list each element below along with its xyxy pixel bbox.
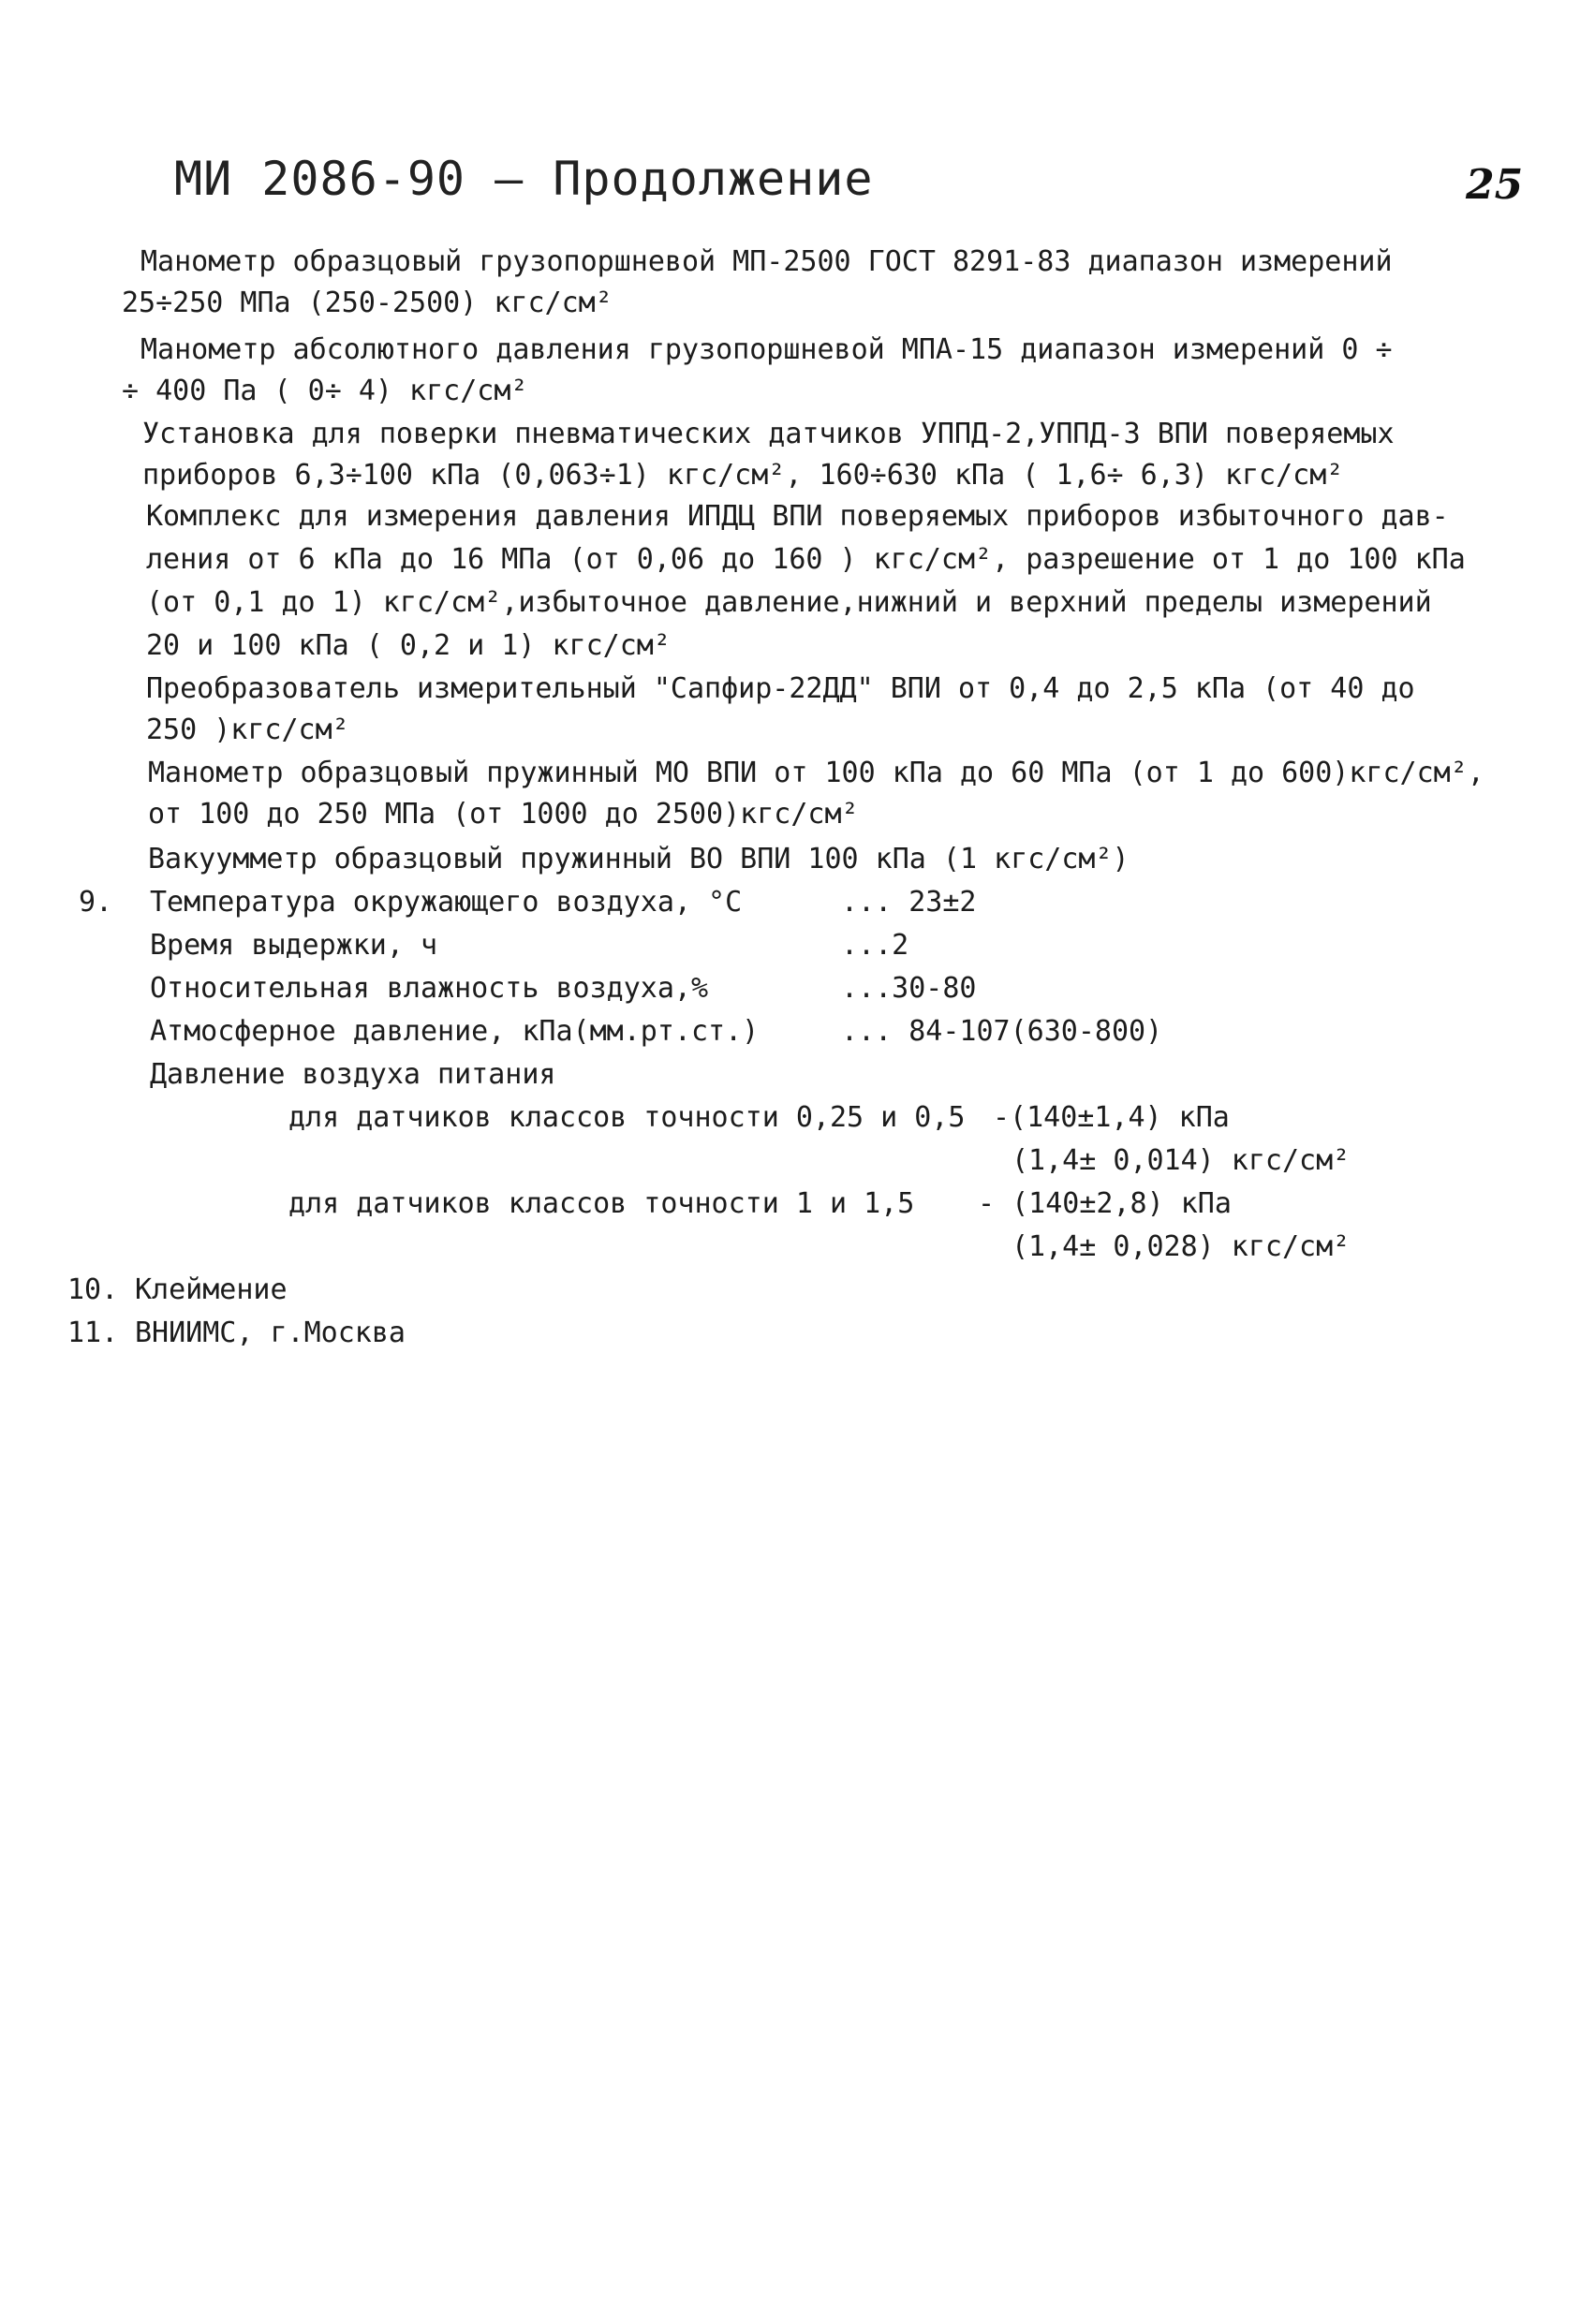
item-10-number: 10.: [67, 1273, 119, 1306]
item-9-row-3-value: ...30-80: [841, 972, 977, 1005]
equipment-4-line-1: Комплекс для измерения давления ИПДЦ ВПИ поверяемых приборов избыточного дав-: [146, 500, 1449, 533]
item-9-row-1-value: ... 23±2: [841, 886, 977, 919]
supply-2-value-kpa: - (140±2,8) кПа: [978, 1187, 1232, 1220]
page-header-title: МИ 2086-90 – Продолжение: [174, 152, 874, 206]
item-11-number: 11.: [67, 1316, 119, 1349]
supply-1-value-kgs: (1,4± 0,014) кгс/см²: [1012, 1144, 1351, 1177]
supply-1-label: для датчиков классов точности 0,25 и 0,5: [288, 1101, 966, 1134]
item-9-row-2-label: Время выдержки, ч: [150, 929, 438, 962]
equipment-6-line-1: Манометр образцовый пружинный МО ВПИ от 100 кПа до 60 МПа (от 1 до 600)кгс/см²,: [148, 757, 1484, 789]
supply-2-value-kgs: (1,4± 0,028) кгс/см²: [1012, 1230, 1351, 1263]
equipment-7-line-1: Вакуумметр образцовый пружинный ВО ВПИ 100 кПа (1 кгс/см²): [148, 843, 1130, 875]
item-9-row-4-value: ... 84-107(630-800): [841, 1015, 1163, 1048]
item-11-text: ВНИИМС, г.Москва: [135, 1316, 406, 1349]
equipment-2-line-2: ÷ 400 Па ( 0÷ 4) кгс/см²: [122, 375, 528, 407]
equipment-1-line-1: Манометр образцовый грузопоршневой МП-2500 ГОСТ 8291-83 диапазон измерений: [140, 245, 1393, 278]
equipment-6-line-2: от 100 до 250 МПа (от 1000 до 2500)кгс/см²: [148, 798, 859, 831]
item-10-text: Клеймение: [135, 1273, 288, 1306]
page-number: 25: [1466, 161, 1524, 209]
equipment-1-line-2: 25÷250 МПа (250-2500) кгс/см²: [122, 287, 613, 319]
supply-2-label: для датчиков классов точности 1 и 1,5: [288, 1187, 915, 1220]
equipment-4-line-2: ления от 6 кПа до 16 МПа (от 0,06 до 160 ) кгс/см², разрешение от 1 до 100 кПа: [146, 543, 1466, 576]
item-9-row-2-value: ...2: [841, 929, 909, 962]
item-9-number: 9.: [79, 886, 113, 919]
equipment-4-line-4: 20 и 100 кПа ( 0,2 и 1) кгс/см²: [146, 629, 671, 662]
equipment-2-line-1: Манометр абсолютного давления грузопоршневой МПА-15 диапазон измерений 0 ÷: [140, 333, 1393, 366]
item-9-row-4-label: Атмосферное давление, кПа(мм.рт.ст.): [150, 1015, 760, 1048]
equipment-3-line-1: Установка для поверки пневматических датчиков УППД-2,УППД-3 ВПИ поверяемых: [142, 418, 1395, 450]
supply-1-value-kpa: -(140±1,4) кПа: [993, 1101, 1230, 1134]
item-9-row-3-label: Относительная влажность воздуха,%: [150, 972, 709, 1005]
equipment-5-line-1: Преобразователь измерительный "Сапфир-22ДД" ВПИ от 0,4 до 2,5 кПа (от 40 до: [146, 672, 1415, 705]
item-9-supply-title: Давление воздуха питания: [150, 1058, 556, 1091]
equipment-3-line-2: приборов 6,3÷100 кПа (0,063÷1) кгс/см², 160÷630 кПа ( 1,6÷ 6,3) кгс/см²: [142, 459, 1344, 492]
item-9-row-1-label: Температура окружающего воздуха, °С: [150, 886, 743, 919]
equipment-4-line-3: (от 0,1 до 1) кгс/см²,избыточное давление,нижний и верхний пределы измерений: [146, 586, 1432, 619]
equipment-5-line-2: 250 )кгс/см²: [146, 713, 349, 746]
